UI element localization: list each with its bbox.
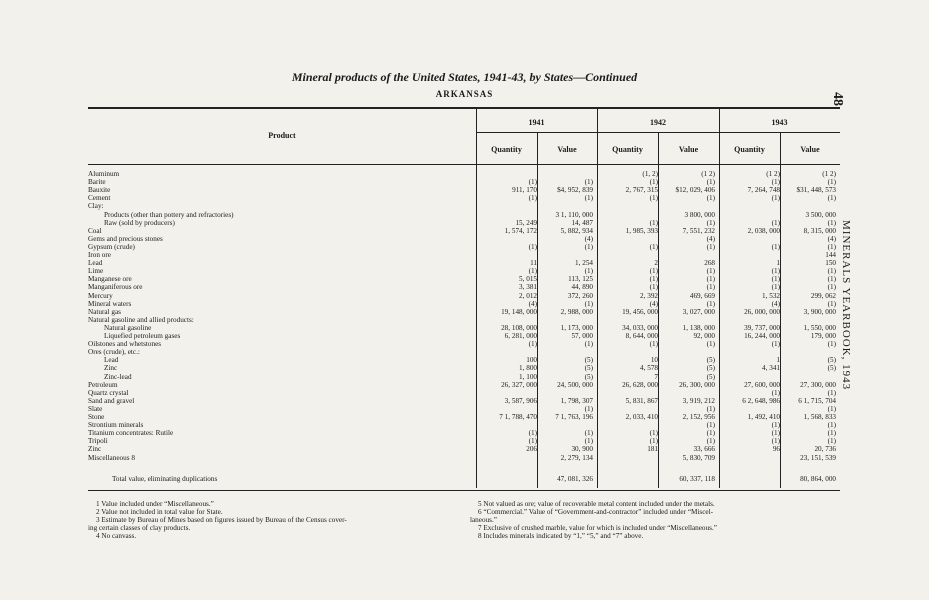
table-cell: 2, 038, 000 <box>747 226 780 235</box>
table-cell: 19, 456, 000 <box>622 307 658 316</box>
table-cell: 57, 000 <box>571 332 593 340</box>
table-cell: 3, 919, 212 <box>682 396 715 405</box>
footnote: 8 Includes minerals indicated by “1,” “5,” and “7” above. <box>478 532 644 540</box>
table-cell: 4, 578 <box>640 364 658 373</box>
table-cell: (5) <box>706 364 715 373</box>
row-label: Barite <box>88 178 106 187</box>
table-cell: 28, 108, 000 <box>501 323 537 332</box>
table-cell: (1) <box>706 404 715 413</box>
header-quantity-1941: Quantity <box>491 145 522 154</box>
table-cell: (1) <box>771 242 780 251</box>
table-cell: 1, 568, 833 <box>803 413 836 421</box>
table-cell: (4) <box>771 299 780 308</box>
row-label: Zinc <box>104 364 118 373</box>
table-cell: 26, 628, 000 <box>622 380 658 389</box>
table-cell: (1) <box>706 283 715 292</box>
row-label: Coal <box>88 226 102 235</box>
table-cell: (1) <box>649 242 658 251</box>
row-label: Iron ore <box>88 251 111 259</box>
footnote: ing certain classes of clay products. <box>88 524 191 532</box>
table-cell: (1) <box>771 429 780 438</box>
table-cell: 6 2, 648, 986 <box>742 396 780 405</box>
row-label: Cement <box>88 194 111 203</box>
row-label: Miscellaneous 8 <box>88 453 135 462</box>
table-cell: (1) <box>584 340 593 349</box>
table-cell: (1) <box>827 388 836 397</box>
row-label: Lead <box>88 259 103 268</box>
table-cell: 181 <box>647 445 658 454</box>
table-cell: (1) <box>528 194 537 203</box>
table-cell: (1) <box>827 283 836 292</box>
row-label: Aluminum <box>88 170 120 178</box>
row-label: Zinc-lead <box>104 372 132 381</box>
table-cell: (1 2) <box>822 170 836 178</box>
total-label: Total value, eliminating duplications <box>112 475 218 483</box>
footnote: 6 “Commercial.” Value of “Government-and-contractor” included under “Miscel- <box>478 508 713 516</box>
table-cell: (1) <box>827 404 836 413</box>
row-label: Oilstones and whetstones <box>88 340 162 349</box>
row-label: Lime <box>88 267 104 276</box>
table-cell: 3 500, 000 <box>805 210 836 219</box>
row-label: Natural gasoline and allied products: <box>88 315 194 324</box>
top-rule <box>88 107 840 109</box>
table-cell: (1, 2) <box>642 170 658 178</box>
table-cell: (1) <box>649 340 658 349</box>
table-cell: (1) <box>827 421 836 430</box>
table-cell: 24, 500, 000 <box>557 380 593 389</box>
table-cell: 1, 173, 000 <box>560 323 593 332</box>
table-cell: (1) <box>771 267 780 276</box>
table-cell: $4, 952, 839 <box>557 186 593 195</box>
table-cell: (1) <box>528 340 537 349</box>
table-cell: (1) <box>528 267 537 276</box>
table-cell: 26, 300, 000 <box>679 380 715 389</box>
table-cell: 7 1, 763, 196 <box>555 413 593 421</box>
table-cell: (1) <box>706 437 715 446</box>
running-head: MINERALS YEARBOOK, 1943 <box>840 220 852 391</box>
table-cell: 3, 587, 906 <box>504 396 537 405</box>
table-cell: (1) <box>528 242 537 251</box>
table-cell: (1) <box>771 283 780 292</box>
footnote: 3 Estimate by Bureau of Mines based on figures issued by Bureau of the Census cover- <box>96 516 347 524</box>
row-label: Bauxite <box>88 186 111 195</box>
table-cell: (1) <box>649 267 658 276</box>
table-cell: (1) <box>528 437 537 446</box>
table-cell: 7, 264, 748 <box>747 186 780 195</box>
row-label: Quartz crystal <box>88 388 129 397</box>
table-cell: 27, 600, 000 <box>744 380 780 389</box>
table-cell: 92, 000 <box>693 332 715 340</box>
table-cell: (5) <box>706 372 715 381</box>
footnote: 4 No canvass. <box>96 532 137 540</box>
table-cell: 6 1, 715, 704 <box>798 396 836 405</box>
table-cell: 11 <box>530 259 537 268</box>
table-cell: (1) <box>649 429 658 438</box>
table-cell: $12, 029, 406 <box>675 186 715 195</box>
table-cell: 2, 033, 410 <box>625 413 658 421</box>
table-cell: 113, 125 <box>568 275 593 284</box>
row-label: Mercury <box>88 291 113 300</box>
table-cell: 372, 260 <box>567 291 593 300</box>
header-quantity-1943: Quantity <box>734 145 765 154</box>
table-cell: (1) <box>649 194 658 203</box>
header-bottom-rule <box>88 164 840 165</box>
table-cell: 3, 027, 000 <box>682 307 715 316</box>
row-label: Ores (crude), etc.: <box>88 348 140 357</box>
table-cell: (1) <box>649 218 658 227</box>
header-year-1943: 1943 <box>771 118 788 127</box>
table-cell: (1) <box>528 178 537 187</box>
table-cell: 469, 669 <box>689 291 715 300</box>
page-number: 48 <box>830 92 845 106</box>
row-label: Natural gasoline <box>104 323 152 332</box>
row-label: Natural gas <box>88 307 121 316</box>
row-label: Lead <box>104 356 119 365</box>
table-cell: 26, 327, 000 <box>501 380 537 389</box>
table-cell: 1 <box>776 259 780 268</box>
row-label: Sand and gravel <box>88 396 135 405</box>
table-cell: 1, 985, 393 <box>625 226 658 235</box>
table-cell: 3 800, 000 <box>684 210 715 219</box>
row-label: Petroleum <box>88 380 118 389</box>
table-cell: (5) <box>584 364 593 373</box>
table-cell: (1) <box>706 218 715 227</box>
table-cell: 2, 767, 315 <box>625 186 658 195</box>
row-label: Liquefied petroleum gases <box>104 332 181 340</box>
table-cell: 1, 100 <box>519 372 537 381</box>
table-cell: 2, 392 <box>640 291 658 300</box>
table-cell: (1) <box>584 404 593 413</box>
row-label: Zinc <box>88 445 102 454</box>
total-value-1941: 47, 081, 326 <box>557 475 593 483</box>
total-value-1942: 60, 337, 118 <box>679 475 715 483</box>
table-cell: 2, 279, 134 <box>560 453 593 462</box>
table-cell: (1) <box>771 437 780 446</box>
table-cell: 2, 988, 000 <box>560 307 593 316</box>
table-cell: (1) <box>706 242 715 251</box>
table-cell: 20, 736 <box>814 445 836 454</box>
table-cell: 10 <box>650 356 658 365</box>
header-value-1943: Value <box>800 145 820 154</box>
table-cell: (4) <box>649 299 658 308</box>
table-cell: 7, 551, 232 <box>682 226 715 235</box>
table-cell: (1) <box>706 421 715 430</box>
row-label: Manganiferous ore <box>88 283 143 292</box>
table-cell: (1) <box>771 218 780 227</box>
table-cell: 27, 300, 000 <box>800 380 836 389</box>
table-cell: (4) <box>706 234 715 243</box>
header-quantity-1942: Quantity <box>612 145 643 154</box>
header-year-1942: 1942 <box>650 118 666 127</box>
total-value-1943: 80, 864, 000 <box>800 475 836 483</box>
table-cell: (1) <box>771 340 780 349</box>
row-label: Tripoli <box>88 437 108 446</box>
row-label: Gypsum (crude) <box>88 242 135 251</box>
table-cell: (1) <box>706 267 715 276</box>
table-cell: 5, 882, 934 <box>560 226 593 235</box>
table-cell: (1) <box>771 194 780 203</box>
footnote: 7 Exclusive of crushed marble, value for which is included under “Miscellaneous.” <box>478 524 717 532</box>
table-cell: 96 <box>772 445 780 454</box>
table-cell: 16, 244, 000 <box>744 332 780 340</box>
table-cell: (1) <box>649 275 658 284</box>
table-cell: 1, 800 <box>519 364 537 373</box>
table-cell: 1, 138, 000 <box>682 323 715 332</box>
row-label: Clay: <box>88 202 104 211</box>
table-cell: (1) <box>584 267 593 276</box>
table-cell: (4) <box>528 299 537 308</box>
table-cell: 8, 315, 000 <box>803 226 836 235</box>
table-title: Mineral products of the United States, 1941-43, by States—Continued <box>291 70 638 84</box>
table-cell: 26, 000, 000 <box>744 307 780 316</box>
table-cell: (5) <box>827 356 836 365</box>
table-cell: (1) <box>771 388 780 397</box>
table-cell: (1) <box>584 299 593 308</box>
table-cell: 34, 033, 000 <box>622 323 658 332</box>
row-label: Titanium concentrates: Rutile <box>88 429 174 438</box>
table-cell: 1, 574, 172 <box>504 226 537 235</box>
table-cell: 3 1, 110, 000 <box>555 210 593 219</box>
table-cell: (5) <box>584 372 593 381</box>
table-cell: (1) <box>584 178 593 187</box>
table-cell: (1) <box>584 429 593 438</box>
table-cell: (1) <box>827 242 836 251</box>
table-cell: 6, 281, 000 <box>504 332 537 340</box>
table-cell: (1) <box>827 299 836 308</box>
table-cell: (1) <box>827 267 836 276</box>
header-value-1941: Value <box>557 145 577 154</box>
table-cell: 1, 798, 307 <box>560 396 593 405</box>
table-cell: $31, 448, 573 <box>796 186 836 195</box>
table-cell: 30, 900 <box>571 445 593 454</box>
table-cell: (1) <box>706 429 715 438</box>
table-cell: 1, 532 <box>762 291 780 300</box>
table-cell: (1) <box>827 340 836 349</box>
table-cell: 2 <box>654 259 658 268</box>
table-cell: 5, 830, 709 <box>682 453 715 462</box>
row-label: Raw (sold by producers) <box>104 218 175 227</box>
header-product: Product <box>268 131 296 140</box>
table-cell: 4, 341 <box>762 364 780 373</box>
row-label: Strontium minerals <box>88 421 144 430</box>
table-cell: 100 <box>526 356 537 365</box>
table-cell: (1) <box>827 218 836 227</box>
table-cell: 14, 487 <box>571 218 593 227</box>
footnote: 5 Not valued as ore; value of recoverable metal content included under the metals. <box>478 500 715 508</box>
row-label: Manganese ore <box>88 275 132 284</box>
table-cell: (1) <box>649 437 658 446</box>
table-cell: 299, 062 <box>810 291 836 300</box>
table-cell: 8, 644, 000 <box>625 332 658 340</box>
row-label: Stone <box>88 413 105 421</box>
table-cell: (1) <box>771 178 780 187</box>
table-cell: 1, 254 <box>575 259 593 268</box>
table-cell: 1, 550, 000 <box>803 323 836 332</box>
table-cell: (4) <box>584 234 593 243</box>
table-cell: (1) <box>706 299 715 308</box>
table-cell: (5) <box>827 364 836 373</box>
table-cell: (1) <box>771 275 780 284</box>
table-cell: 2, 152, 956 <box>682 413 715 421</box>
table-cell: (5) <box>584 356 593 365</box>
table-cell: 19, 148, 000 <box>501 307 537 316</box>
table-cell: (1) <box>584 242 593 251</box>
table-cell: (1) <box>706 275 715 284</box>
table-cell: (1) <box>649 178 658 187</box>
table-cell: (1) <box>827 429 836 438</box>
table-cell: (1) <box>706 194 715 203</box>
row-label: Gems and precious stones <box>88 234 163 243</box>
table-cell: 1, 492, 410 <box>747 413 780 421</box>
table-cell: 44, 890 <box>571 283 593 292</box>
state-subtitle: ARKANSAS <box>435 89 494 99</box>
table-cell: 3, 381 <box>519 283 537 292</box>
table-cell: (5) <box>706 356 715 365</box>
table-cell: 2, 012 <box>519 291 537 300</box>
table-cell: 7 1, 788, 470 <box>499 413 537 421</box>
table-cell: 179, 000 <box>810 332 836 340</box>
table-cell: 5, 015 <box>519 275 537 284</box>
bottom-rule <box>88 490 840 491</box>
header-year-1941: 1941 <box>528 118 545 127</box>
table-cell: (1) <box>827 437 836 446</box>
table-cell: 150 <box>825 259 836 268</box>
table-cell: 7 <box>654 372 658 381</box>
row-label: Products (other than pottery and refractories) <box>104 210 234 219</box>
table-cell: 5, 831, 867 <box>625 396 658 405</box>
table-cell: 23, 151, 539 <box>800 453 836 462</box>
header-value-1942: Value <box>678 145 699 154</box>
table-cell: 911, 170 <box>512 186 537 195</box>
footnote: laneous.” <box>470 516 497 524</box>
row-label: Mineral waters <box>88 299 132 308</box>
table-cell: (1 2) <box>701 170 715 178</box>
table-cell: (1) <box>528 429 537 438</box>
table-cell: (1) <box>649 283 658 292</box>
table-cell: 3, 900, 000 <box>803 307 836 316</box>
table-cell: (1) <box>827 275 836 284</box>
footnote: 2 Value not included in total value for State. <box>96 508 223 516</box>
table-cell: (1) <box>584 194 593 203</box>
table-cell: 15, 249 <box>515 218 537 227</box>
table-cell: (1) <box>706 340 715 349</box>
table-cell: (1) <box>827 178 836 187</box>
table-cell: 206 <box>526 445 537 454</box>
table-cell: 33, 666 <box>693 445 715 454</box>
table-cell: 39, 737, 000 <box>744 323 780 332</box>
table-cell: (1) <box>827 194 836 203</box>
footnote: 1 Value included under “Miscellaneous.” <box>96 500 214 508</box>
table-cell: 1 <box>776 356 780 365</box>
table-cell: (1) <box>584 437 593 446</box>
table-cell: (1 2) <box>766 170 780 178</box>
table-cell: 268 <box>704 259 715 268</box>
table-cell: (4) <box>827 234 836 243</box>
row-label: Slate <box>88 404 103 413</box>
table-cell: (1) <box>706 178 715 187</box>
table-cell: (1) <box>771 421 780 430</box>
table-cell: 144 <box>825 251 836 259</box>
